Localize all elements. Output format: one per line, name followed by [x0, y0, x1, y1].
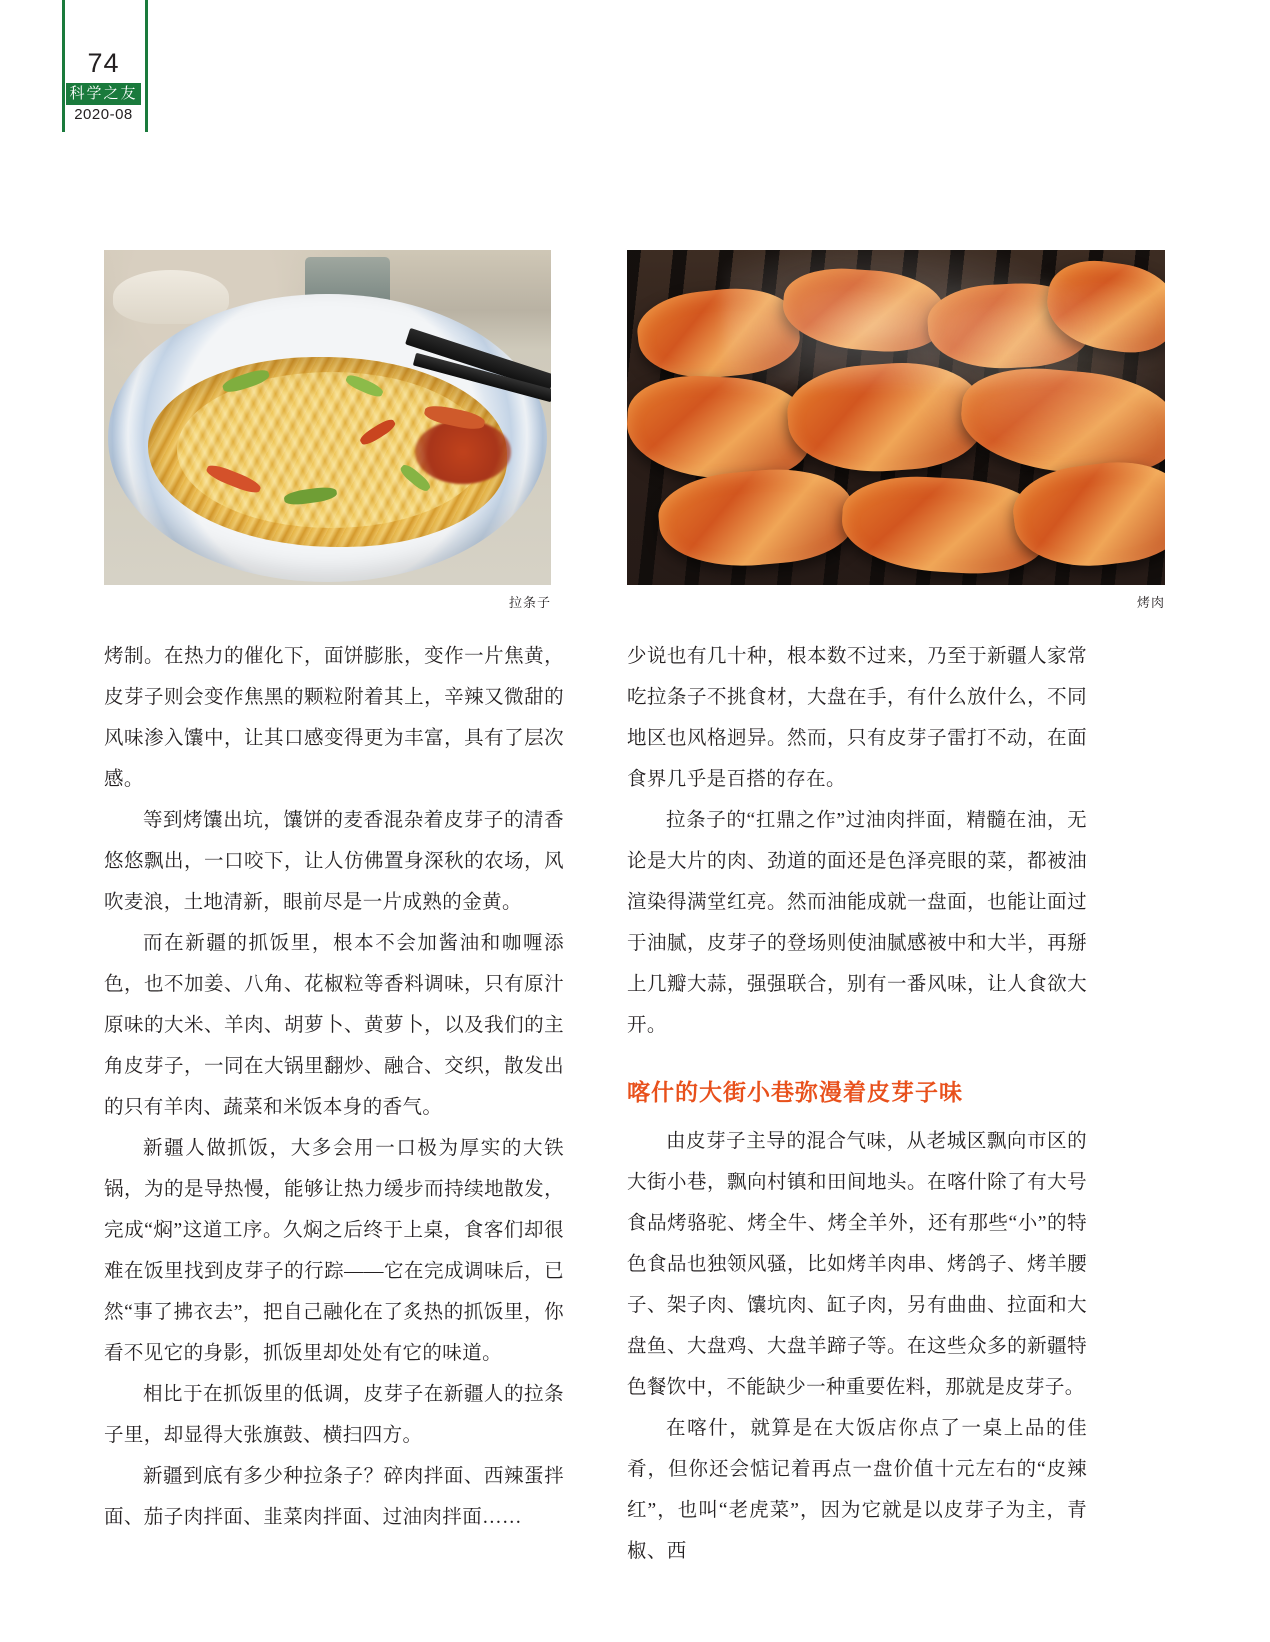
chili-sauce: [415, 420, 511, 483]
smoke: [896, 284, 1165, 468]
paragraph: 相比于在抓饭里的低调，皮芽子在新疆人的拉条子里，却显得大张旗鼓、横扫四方。: [104, 1384, 564, 1446]
body-column-left: [104, 636, 564, 1538]
paragraph: 少说也有几十种，根本数不过来，乃至于新疆人家常吃拉条子不挑食材，大盘在手，有什么放什么，不同地区也风格迥异。然而，只有皮芽子雷打不动，在面食界几乎是百搭的存在。: [627, 646, 1087, 790]
paragraph: 由皮芽子主导的混合气味，从老城区飘向市区的大街小巷，飘向村镇和田间地头。在喀什除了有大号食品烤骆驼、烤全牛、烤全羊外，还有那些“小”的特色食品也独领风骚，比如烤羊肉串、烤鸽子、烤羊腰子、架子肉、馕坑肉、缸子肉，另有曲曲、拉面和大盘鱼、大盘鸡、大盘羊蹄子等。在这些众多的新疆特色餐饮中，不能缺少一种重要佐料，那就是皮芽子。: [627, 1131, 1087, 1398]
body-column-right: [627, 636, 1087, 1572]
paragraph: 拉条子的“扛鼎之作”过油肉拌面，精髓在油，无论是大片的肉、劲道的面还是色泽亮眼的菜，都被油渲染得满堂红亮。然而油能成就一盘面，也能让面过于油腻，皮芽子的登场则使油腻感被中和大半，再掰上几瓣大蒜，强强联合，别有一番风味，让人食欲大开。: [627, 810, 1087, 1036]
figure-caption: 烤肉: [1136, 595, 1165, 610]
paragraph: 而在新疆的抓饭里，根本不会加酱油和咖喱添色，也不加姜、八角、花椒粒等香料调味，只有原汁原味的大米、羊肉、胡萝卜、黄萝卜，以及我们的主角皮芽子，一同在大锅里翻炒、融合、交织，散发出的只有羊肉、蔬菜和米饭本身的香气。: [104, 933, 564, 1118]
magazine-title-band: 科学之友: [66, 83, 141, 105]
paragraph: 在喀什，就算是在大饭店你点了一桌上品的佳肴，但你还会惦记着再点一盘价值十元左右的“皮辣红”，也叫“老虎菜”，因为它就是以皮芽子为主，青椒、西: [627, 1418, 1087, 1562]
figure-noodles: [104, 250, 551, 610]
paragraph: 烤制。在热力的催化下，面饼膨胀，变作一片焦黄，皮芽子则会变作焦黑的颗粒附着其上，辛辣又微甜的风味渗入馕中，让其口感变得更为丰富，具有了层次感。: [104, 646, 564, 790]
paragraph: 新疆人做抓饭，大多会用一口极为厚实的大铁锅，为的是导热慢，能够让热力缓步而持续地散发，完成“焖”这道工序。久焖之后终于上桌，食客们却很难在饭里找到皮芽子的行踪——它在完成调味后，已然“事了拂衣去”，把自己融化在了炙热的抓饭里，你看不见它的身影，抓饭里却处处有它的味道。: [104, 1138, 564, 1364]
figure-caption: 拉条子: [508, 595, 551, 610]
paragraph: 新疆到底有多少种拉条子？碎肉拌面、西辣蛋拌面、茄子肉拌面、韭菜肉拌面、过油肉拌面……: [104, 1466, 564, 1528]
folio-block: [62, 0, 148, 132]
photo-kebab: [627, 250, 1165, 585]
figure-kebab: [627, 250, 1165, 610]
paragraph: 等到烤馕出坑，馕饼的麦香混杂着皮芽子的清香悠悠飘出，一口咬下，让人仿佛置身深秋的农场，风吹麦浪，土地清新，眼前尽是一片成熟的金黄。: [104, 810, 564, 913]
folio-rule-right: [145, 0, 148, 132]
section-subheading: 喀什的大街小巷弥漫着皮芽子味: [627, 1079, 963, 1105]
plate: [108, 294, 546, 582]
issue-date: 2020-08: [74, 106, 133, 123]
photo-noodles: [104, 250, 551, 585]
page-number: 74: [87, 48, 120, 78]
